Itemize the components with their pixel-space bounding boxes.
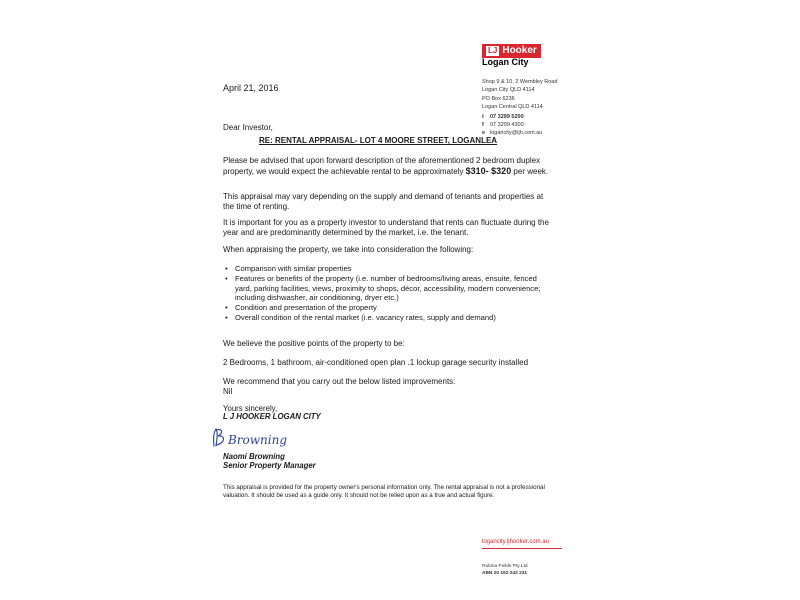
- office-name: Logan City: [482, 57, 529, 67]
- address-line-4: Logan Central QLD 4114: [482, 104, 543, 110]
- paragraph-variation: This appraisal may vary depending on the supply and demand of tenants and properties at the time of renting.: [223, 192, 544, 211]
- paragraph-rental-estimate: [223, 156, 553, 177]
- improvements-text: Nil: [223, 387, 233, 396]
- handwritten-signature: [208, 424, 298, 454]
- footer-website-link[interactable]: logancity.ljhooker.com.au: [482, 539, 549, 545]
- considerations-list: [223, 264, 553, 323]
- rental-estimate-suffix: per week.: [511, 167, 549, 176]
- rental-estimate-text: Please be advised that upon forward description of the aforementioned 2 bedroom duplex property, we would expect the achievable rental to be approximately: [223, 156, 541, 176]
- address-line-3: PO Box 6236: [482, 96, 515, 102]
- contact-phone-key: t: [482, 114, 484, 120]
- salutation: Dear Investor,: [223, 123, 273, 132]
- company-signoff: L J HOOKER LOGAN CITY: [223, 412, 321, 421]
- closing: Yours sincerely,: [223, 404, 278, 413]
- logo-word: Hooker: [502, 45, 537, 56]
- footer-divider: [482, 548, 562, 549]
- contact-fax-value: 07 3299 4300: [490, 122, 524, 128]
- paragraph-fluctuation: It is important for you as a property investor to understand that rents can fluctuate during the year and are predominantly determined by the market, i.e. the tenant.: [223, 218, 549, 237]
- signer-name: Naomi Browning: [223, 452, 285, 461]
- logo-mark: LJ: [488, 46, 498, 55]
- subject-heading: RE: RENTAL APPRAISAL- LOT 4 MOORE STREET, LOGANLEA: [259, 136, 498, 145]
- contact-email-value: logancity@ljh.com.au: [490, 130, 543, 136]
- address-line-1: Shop 9 & 10, 2 Wembley Road: [482, 79, 558, 85]
- letter-date: April 21, 2016: [223, 83, 279, 93]
- list-item: • Comparison with similar properties: [223, 264, 553, 274]
- list-item: • Overall condition of the rental market (i.e. vacancy rates, supply and demand): [223, 313, 553, 323]
- list-item: • Features or benefits of the property (i.e. number of bedrooms/living areas, ensuite, fenced yard, parking facilities, views, proximity to shops, décor, accessibility, modern convenience; including dishwasher, air conditioning, dryer etc.): [223, 274, 553, 303]
- paragraph-positives-intro: We believe the positive points of the property to be:: [223, 339, 405, 348]
- contact-fax: [482, 123, 524, 129]
- contact-phone: [482, 115, 524, 121]
- rental-amount: $310- $320: [465, 166, 512, 176]
- contact-email-key: e: [482, 130, 486, 136]
- contact-fax-key: f: [482, 122, 484, 128]
- signer-title: Senior Property Manager: [223, 461, 316, 470]
- disclaimer: This appraisal is provided for the property owner's personal information only. The rental appraisal is not a professional valuation. It should be used as a guide only. It should not be relied upon as a true and actual figure.: [223, 484, 545, 499]
- footer-entity: Rubina Fields Pty Ltd: [482, 564, 528, 569]
- footer-abn: ABN 20 162 242 231: [482, 571, 528, 576]
- address-line-2: Logan City QLD 4114: [482, 87, 535, 93]
- contact-phone-value: 07 3299 5200: [490, 114, 524, 120]
- lj-hooker-logo: [482, 40, 541, 58]
- signature-text: Browning: [228, 433, 288, 447]
- paragraph-improvements-intro: We recommend that you carry out the below listed improvements:: [223, 377, 456, 386]
- positives-text: 2 Bedrooms, 1 bathroom, air-conditioned open plan .1 lockup garage security installed: [223, 358, 529, 367]
- paragraph-considerations-intro: When appraising the property, we take into consideration the following:: [223, 245, 474, 254]
- list-item: • Condition and presentation of the property: [223, 303, 553, 313]
